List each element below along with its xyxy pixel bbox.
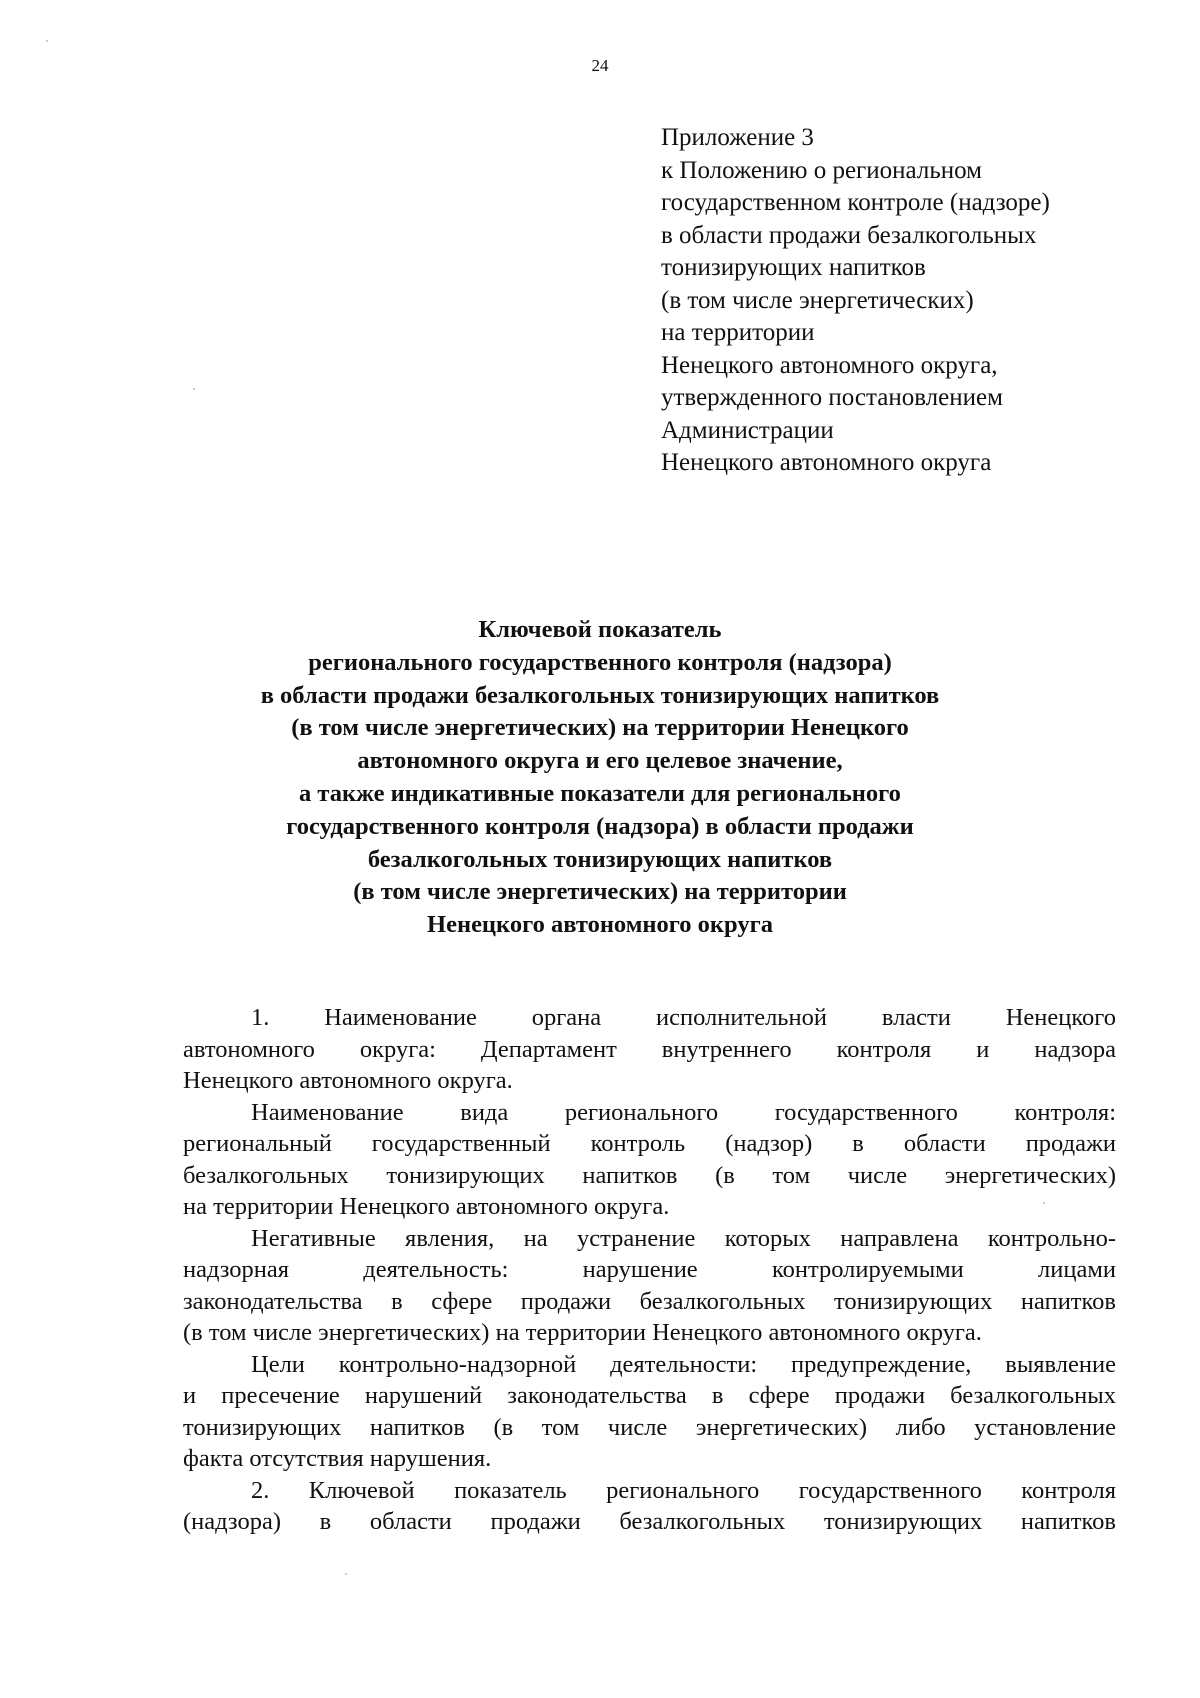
text-line: безалкогольных тонизирующих напитков (в том числе энергетических) [183, 1161, 1116, 1189]
text-line: Наименование вида регионального государственного контроля: [251, 1098, 1116, 1126]
text-line: (в том числе энергетических) на территории Ненецкого автономного округа. [183, 1319, 982, 1346]
scan-speck [1043, 1202, 1045, 1204]
appendix-line: (в том числе энергетических) [661, 286, 974, 314]
title-line: безалкогольных тонизирующих напитков [367, 845, 833, 873]
text-line: региональный государственный контроль (надзор) в области продажи [183, 1130, 1116, 1157]
title-line: (в том числе энергетических) на территории Ненецкого [291, 714, 909, 742]
scan-speck [193, 388, 195, 390]
appendix-line: Ненецкого автономного округа [661, 449, 992, 476]
appendix-line: государственном контроле (надзоре) [661, 189, 1050, 216]
paragraph-negative-phenomena [183, 1223, 1116, 1349]
text-line: автономного округа: Департамент внутреннего контроля и надзора [183, 1035, 1116, 1063]
appendix-line: на территории [661, 319, 815, 346]
title-line: автономного округа и его целевое значение, [357, 747, 843, 775]
title-line: а также индикативные показатели для регионального [299, 779, 901, 807]
text-line: Цели контрольно-надзорной деятельности: предупреждение, выявление [251, 1350, 1116, 1378]
title-line: государственного контроля (надзора) в области продажи [286, 812, 914, 840]
document-title [150, 614, 1050, 942]
paragraph-key-indicator [183, 1475, 1116, 1538]
appendix-line: Администрации [661, 416, 834, 444]
appendix-line: в области продажи безалкогольных [661, 221, 1037, 249]
text-line: Ненецкого автономного округа. [183, 1067, 513, 1094]
text-line: надзорная деятельность: нарушение контролируемыми лицами [183, 1256, 1116, 1283]
title-line: регионального государственного контроля (надзора) [308, 648, 892, 676]
text-line: факта отсутствия нарушения. [183, 1445, 492, 1472]
appendix-line: утвержденного постановлением [661, 384, 1003, 411]
appendix-line: Ненецкого автономного округа, [661, 351, 998, 379]
appendix-line: Приложение 3 [661, 124, 814, 151]
paragraph-authority [183, 1002, 1116, 1097]
title-line: (в том числе энергетических) на территории [353, 878, 847, 906]
scan-speck [46, 40, 48, 42]
appendix-header [661, 122, 1161, 480]
appendix-line: тонизирующих напитков [661, 254, 926, 281]
text-line: на территории Ненецкого автономного округа. [183, 1193, 670, 1220]
page-number: 24 [591, 56, 609, 75]
text-line: законодательства в сфере продажи безалкогольных тонизирующих напитков [183, 1287, 1116, 1315]
text-line: 2. Ключевой показатель регионального государственного контроля [251, 1476, 1116, 1504]
title-line: в области продажи безалкогольных тонизирующих напитков [260, 681, 940, 709]
text-line: (надзора) в области продажи безалкогольных тонизирующих напитков [183, 1508, 1116, 1535]
text-line: тонизирующих напитков (в том числе энергетических) либо установление [183, 1413, 1116, 1441]
document-body [183, 1002, 1116, 1538]
text-line: Негативные явления, на устранение которых направлена контрольно- [251, 1224, 1116, 1252]
appendix-line: к Положению о региональном [661, 156, 982, 184]
scan-speck [345, 1573, 347, 1575]
text-line: и пресечение нарушений законодательства в сфере продажи безалкогольных [183, 1382, 1116, 1409]
paragraph-control-type [183, 1097, 1116, 1223]
title-line: Ненецкого автономного округа [427, 911, 773, 939]
text-line: 1. Наименование органа исполнительной власти Ненецкого [251, 1004, 1116, 1031]
paragraph-goals [183, 1349, 1116, 1475]
title-line: Ключевой показатель [478, 616, 722, 643]
